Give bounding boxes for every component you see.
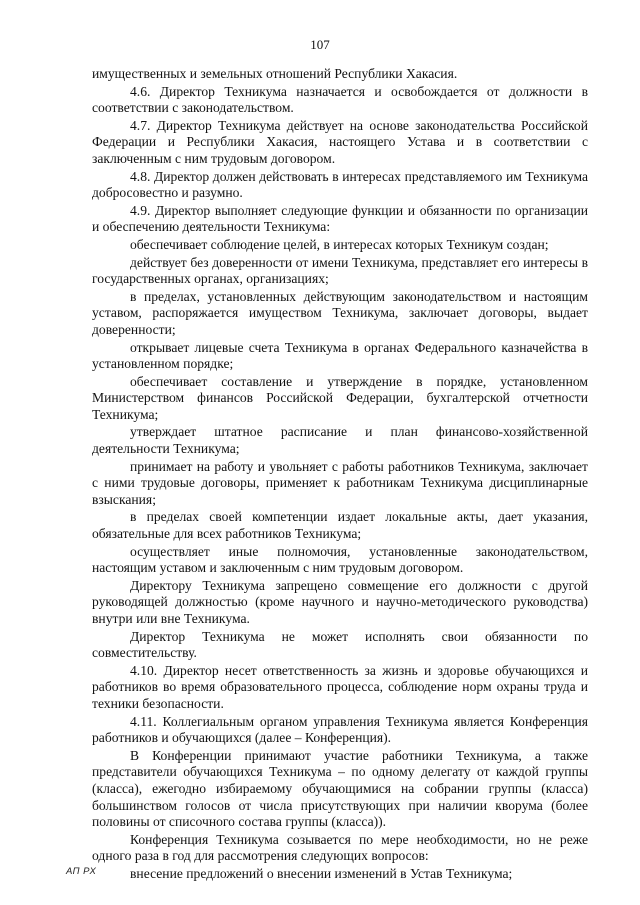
paragraph: действует без доверенности от имени Техникума, представляет его интересы в государственных органах, организациях; [92, 254, 588, 287]
paragraph: 4.6. Директор Техникума назначается и освобождается от должности в соответствии с законодательством. [92, 83, 588, 116]
footer-mark: АП РХ [66, 866, 97, 877]
page-number: 107 [310, 37, 330, 52]
paragraph: принимает на работу и увольняет с работы работников Техникума, заключает с ними трудовые договоры, применяет к работникам Техникума дисциплинарные взыскания; [92, 458, 588, 507]
paragraph: осуществляет иные полномочия, установленные законодательством, настоящим уставом и заключенным с ним трудовым договором. [92, 543, 588, 576]
paragraph: Конференция Техникума созывается по мере необходимости, но не реже одного раза в год для рассмотрения следующих вопросов: [92, 831, 588, 864]
paragraph: в пределах, установленных действующим законодательством и настоящим уставом, распоряжается имуществом Техникума, заключает договоры, выдает доверенности; [92, 288, 588, 337]
paragraph: 4.8. Директор должен действовать в интересах представляемого им Техникума добросовестно и разумно. [92, 168, 588, 201]
paragraph: 4.10. Директор несет ответственность за жизнь и здоровье обучающихся и работников во время образовательного процесса, соблюдение норм охраны труда и техники безопасности. [92, 662, 588, 711]
paragraph: обеспечивает соблюдение целей, в интересах которых Техникум создан; [130, 236, 549, 252]
paragraph: 4.11. Коллегиальным органом управления Техникума является Конференция работников и обучающихся (далее – Конференция). [92, 713, 588, 746]
paragraph: обеспечивает составление и утверждение в порядке, установленном Министерством финансов Российской Федерации, бухгалтерской отчетности Техникума; [92, 373, 588, 422]
paragraph: Директору Техникума запрещено совмещение его должности с другой руководящей должностью (кроме научного и научно-методического руководства) внутри или вне Техникума. [92, 577, 588, 626]
paragraph: утверждает штатное расписание и план финансово-хозяйственной деятельности Техникума; [92, 424, 588, 457]
paragraph: открывает лицевые счета Техникума в органах Федерального казначейства в установленном порядке; [92, 339, 588, 372]
document-body [92, 66, 588, 884]
paragraph: В Конференции принимают участие работники Техникума, а также представители обучающихся Техникума – по одному делегату от каждой группы (класса), ежегодно избираемому обучающимися на собрании группы (класса) большинством голосов от числа присутствующих при наличии кворума (более половины от списочного состава группы (класса)). [92, 747, 588, 830]
paragraph: 4.7. Директор Техникума действует на основе законодательства Российской Федерации и Республики Хакасия, настоящего Устава и в соответствии с заключенным с ним трудовым договором. [92, 117, 588, 166]
paragraph: имущественных и земельных отношений Республики Хакасия. [92, 66, 458, 81]
paragraph: в пределах своей компетенции издает локальные акты, дает указания, обязательные для всех работников Техникума; [92, 509, 588, 542]
paragraph: внесение предложений о внесении изменений в Устав Техникума; [130, 865, 513, 881]
paragraph: 4.9. Директор выполняет следующие функции и обязанности по организации и обеспечению деятельности Техникума: [92, 202, 588, 235]
paragraph: Директор Техникума не может исполнять свои обязанности по совместительству. [92, 628, 588, 661]
